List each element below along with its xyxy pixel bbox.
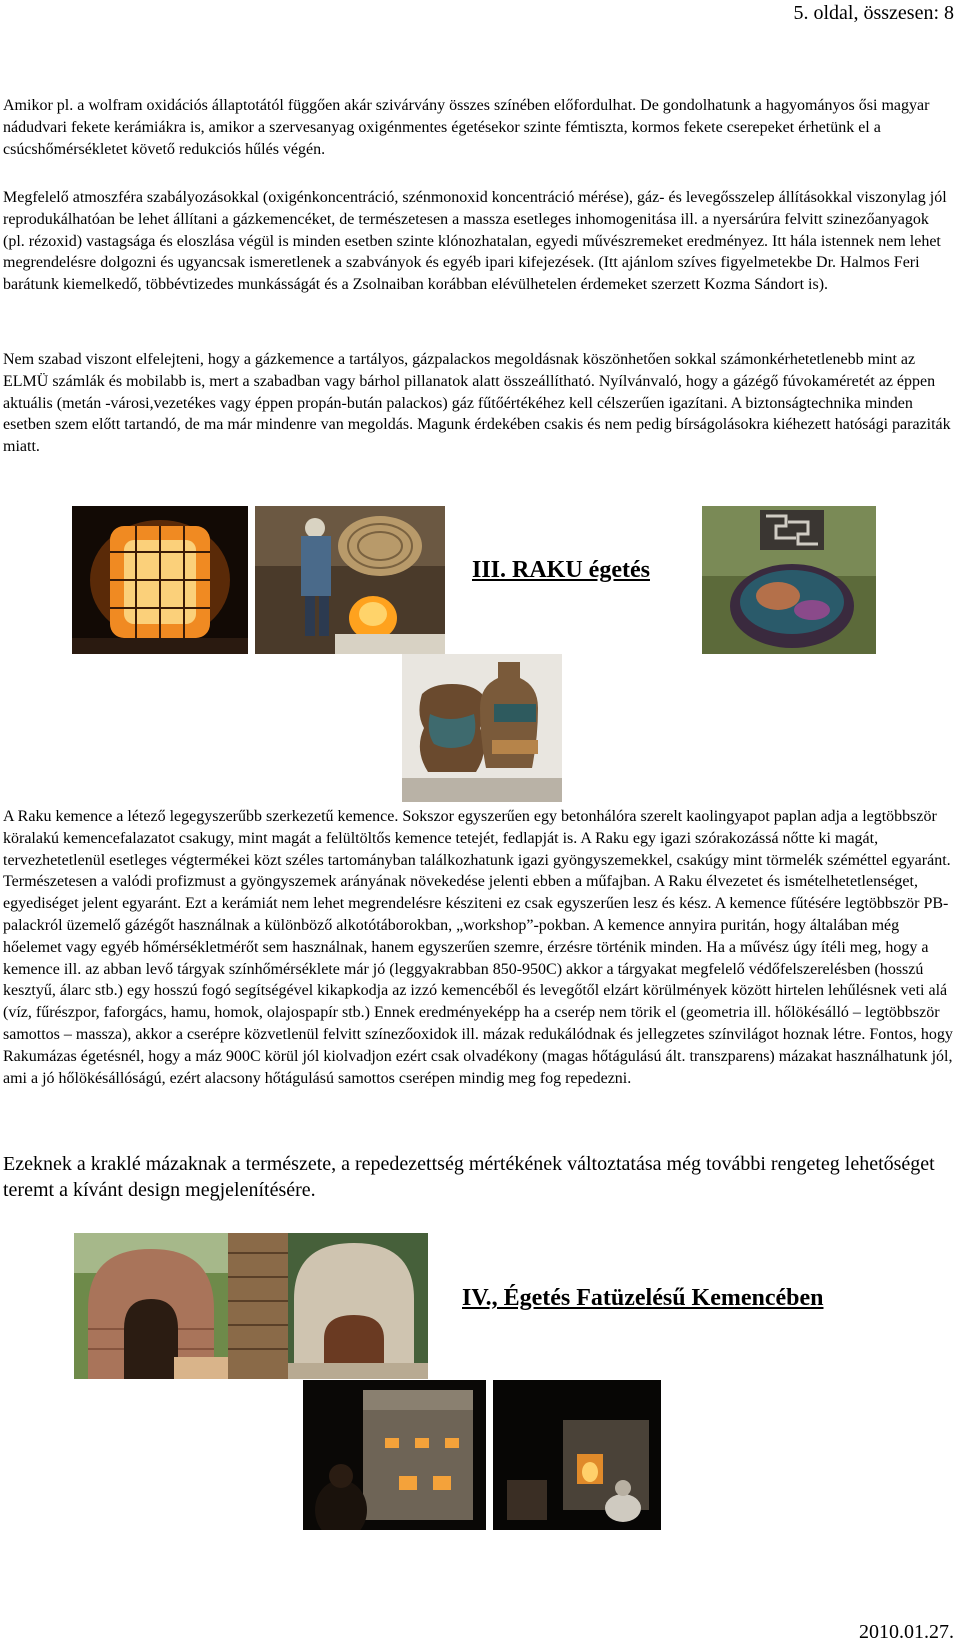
paragraph-3: Nem szabad viszont elfelejteni, hogy a gázkemence a tartályos, gázpalackos megoldásnak köszönhetően sokkal számonkérhetetlenebb mint az ELMÜ számlák és mobilabb is, mert a szabadban vagy bárhol pillanatok alatt összeállítható. Nyílvánvaló, hogy a gázégő fúvokaméretét az éppen aktuális (metán -városi,vezetékes vagy éppen propán-bután palackos) gáz fűtőértékéhez kell célszerűen igazítani. A biztonságtechnika minden esetben szem előtt tartandó, de ma már mindenre van megoldás. Magunk érdekében csakis és nem pedig bírságolásokra kiéhezett hatósági paraziták miatt. [3,351,951,456]
footer-date: 2010.01.27. [859,1621,954,1643]
wood-stacked-kiln-photo [228,1233,428,1379]
page-indicator: 5. oldal, összesen: 8 [793,2,954,24]
paragraph-5: Ezeknek a kraklé mázaknak a természete, a repedezettség mértékének változtatása még további rengeteg lehetőséget teremt a kívánt design megjelenítésére. [3,1153,935,1201]
raku-vessel-lid-photo [702,506,876,654]
raku-kiln-glow-photo [72,506,248,654]
paragraph-1: Amikor pl. a wolfram oxidációs állaptotától függően akár szivárvány összes színében előfordulhat. De gondolhatunk a hagyományos ősi magyar nádudvari fekete kerámiákra is, amikor a szervesanyag oxigénmentes égetésekor szinte fémtisztа, kormos fekete cserepeket érhetünk el a csúcshőmérsékletet követő redukciós hűlés végén. [3,97,930,158]
night-kiln-fire-photo [303,1380,486,1530]
raku-vases-photo [402,654,562,802]
paragraph-2: Megfelelő atmoszféra szabályozásokkal (oxigénkoncentráció, szénmonoxid koncentráció mérése), gáz- és levegősszelep állításokkal viszonylag jól reprodukálhatóan be lehet állítani a gázkemencéket, de természetesen a massza esetleges inhomogenitása ill. a nyersárúra felvitt szinezőanyagok (pl. rézoxid) vastagsága és eloszlása végül is minden esetben szinte klónozhatalan, egyedi művészremeket eredményez. Itt hála istennek nem lehet megrendelésre dolgozni és ugyancsak ismeretlenek a szabványok és egyéb ipari kifejezések. (Itt ajánlom szíves figyelmetekbe Dr. Halmos Feri barátunk kiemelkedő, többévtizedes munkásságát és a Zsolnaiban korábban elévülhetelen érdemeket szerzett Kozma Sándort is). [3,189,947,294]
raku-heading: III. RAKU égetés [472,557,650,583]
wood-kiln-heading: IV., Égetés Fatüzelésű Kemencében [462,1285,824,1311]
brick-kiln-arch-photo [74,1233,228,1379]
night-kiln-firing-crew-photo [493,1380,661,1530]
paragraph-4: A Raku kemence a létező legegyszerűbb szerkezetű kemence. Sokszor egyszerűen egy betonhálóra szerelt kaolingyapot paplan adja a legtöbbször köralakú kemencefalazatot csakugy, mint magát a felültöltős kemence tetejét, fedlapját is. A Raku egy igazi szórakozássá nőtte ki magát, tervezhetetlenül esetleges végtermékei közt széles tartományban találkozhatunk igazi gyöngyszemekkel, csakúgy mint törmelék széméttel egyaránt. Természetesen a valódi profizmust a gyöngyszemek arányának növekedése jelenti ebben a műfajban. A Raku élvezetet és ismételhetetlenséget, egyediséget jelent egyaránt. Ezt a kerámiát nem lehet megrendelésre késziteni ez csak egyszerűen lesz és kész. A kemence fűtésére legtöbbször PB-palackról üzemelő gázégőt használnak a különböző alkotótáborokban, „workshop”-pokban. A kemence annyira puritán, hogy általában még hőelemet vagy egyéb hőmérsékletmérőt sem használnak, hanem egyszerűen szemre, érzésre történik minden. Ha a művész úgy ítéli meg, hogy a kemence ill. az abban levő tárgyak színhőmérséklete már jó (leggyakrabban 850-950C) akkor a tárgyakat megfelelő védőfelszerelésben (hosszú kesztyű, álarc stb.) egy hosszú fogó segítségével kikapkodja az izzó kemencéből és levegőtől elzárt körülmények között hirtelen lehűlésnek veti alá (víz, fűrészpor, faforgács, hamu, homok, olajospapír stb.) Ennek eredményeképp ha a cserép nem törik el (geometria ill. hőlökésálló – legtöbbször samottos – massza), akkor a cserépre közvetlenül felvitt színezőoxidok ill. mázak redukálódnak és jellegzetes színvilágot hoznak létre. Fontos, hogy Rakumázas égetésnél, hogy a máz 900C körül jól kiolvadjon ezért csak olvadékony (magas hőtágulású ált. transzparens) mázakat használhatunk jól, ami a jó hőlökésállóságú, ezért alacsony hőtágulású samottos cserépen mindig meg fog repedezni. [3,808,953,1087]
raku-lifting-kiln-photo [255,506,445,654]
